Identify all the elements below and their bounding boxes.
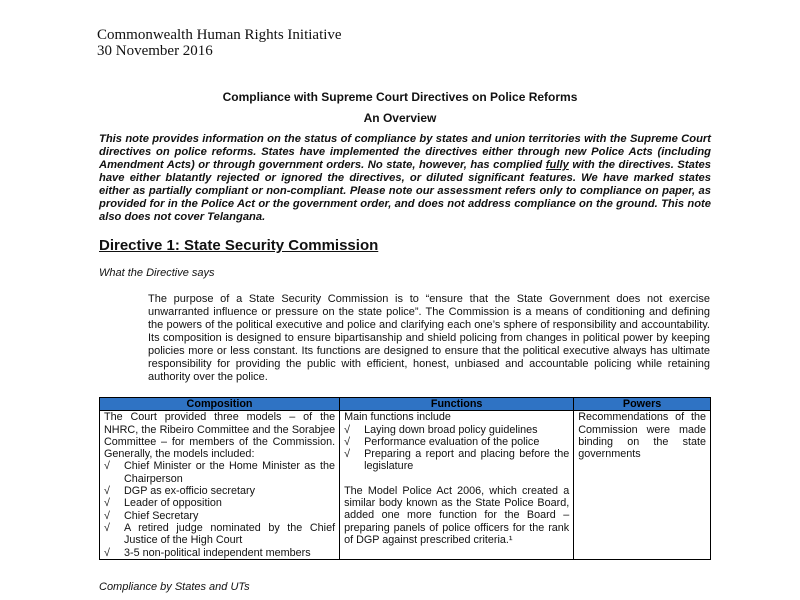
list-item-text: A retired judge nominated by the Chief Justice of the High Court: [124, 521, 336, 547]
list-item-text: 3-5 non-political independent members: [124, 546, 311, 559]
check-icon: √: [104, 521, 110, 534]
intro-paragraph: [99, 133, 711, 224]
list-item: [344, 436, 569, 448]
section-label: What the Directive says: [99, 267, 215, 279]
functions-intro: Main functions include: [344, 411, 451, 424]
check-icon: √: [104, 497, 110, 510]
list-item: [344, 448, 569, 473]
composition-intro: The Court provided three models – of the NHRC, the Ribeiro Committee and the Sorabjee Committee – for members of the Commission. Generally, the models included:: [104, 411, 336, 461]
check-icon: √: [104, 546, 110, 559]
list-item: [104, 522, 335, 547]
powers-text: Recommendations of the Commission were made binding on the state governments: [578, 411, 706, 461]
list-item-text: Performance evaluation of the police: [364, 435, 540, 448]
check-icon: √: [104, 509, 110, 522]
list-item: [104, 510, 335, 522]
table-header-row: [100, 398, 711, 411]
check-icon: √: [344, 423, 351, 436]
organization-name: Commonwealth Human Rights Initiative: [97, 27, 342, 43]
directive-heading: Directive 1: State Security Commission: [99, 237, 379, 254]
list-item-text: Chief Minister or the Home Minister as the Chairperson: [124, 460, 336, 485]
purpose-paragraph: The purpose of a State Security Commission is to “ensure that the State Government does not exercise unwarranted influence or pressure on the state police”. The Commission is a means of conditioning and defining the powers of the political executive and police and clarifying each one’s sphere of responsibility and accountability. Its composition is designed to ensure bipartisanship and shield policing from changes in political power by keeping policies more or less constant. Its functions are designed to ensure that the political executive always has ultimate responsibility for providing the public with efficient, honest, unbiased and accountable policing while retaining authority over the police.: [148, 293, 710, 383]
header-powers: Powers: [574, 398, 711, 411]
header-functions: Functions: [340, 398, 574, 411]
list-item-text: Chief Secretary: [124, 509, 199, 522]
directive-table: [99, 397, 711, 560]
check-icon: √: [344, 448, 351, 461]
list-item: [104, 485, 335, 497]
list-item-text: DGP as ex-officio secretary: [124, 485, 256, 498]
composition-list: [104, 460, 335, 558]
document-title: Compliance with Supreme Court Directives on Police Reforms: [222, 90, 578, 104]
functions-list: [344, 424, 569, 473]
check-icon: √: [104, 460, 110, 473]
check-icon: √: [104, 485, 110, 498]
powers-cell: [574, 411, 711, 560]
functions-cell: [340, 411, 574, 560]
compliance-heading: Compliance by States and UTs: [99, 581, 250, 593]
intro-text-end: with the directives. States have either blatantly rejected or ignored the directives, or diluted significant features. We have marked states either as partially compliant or non-compliant. Please note our assessment refers only to compliance on paper, as provided for in the Police Act or the government order, and does not address compliance on the ground. This note also does not cover Telangana.: [99, 159, 711, 223]
list-item-text: Laying down broad policy guidelines: [364, 423, 538, 436]
functions-note: The Model Police Act 2006, which created a similar body known as the State Police Board, added one more function for the Board – preparing panels of police officers for the rank of DGP against prescribed criteria.¹: [344, 484, 570, 546]
intro-text-start: This note provides information on the status of compliance by states and union territories with the Supreme Court directives on police reforms. States have implemented the directives either through new Police Acts (including Amendment Acts) or through government orders. No state, however, has complied: [99, 133, 711, 171]
header-composition: Composition: [100, 398, 340, 411]
composition-cell: [100, 411, 340, 560]
list-item-text: Leader of opposition: [124, 497, 222, 510]
intro-emphasis: fully: [545, 159, 569, 171]
check-icon: √: [344, 435, 351, 448]
document-subtitle: An Overview: [363, 111, 437, 125]
list-item: [104, 460, 335, 485]
table-row: [100, 411, 711, 560]
list-item: [344, 424, 569, 436]
list-item-text: Preparing a report and placing before the legislature: [364, 448, 570, 473]
document-date: 30 November 2016: [97, 43, 213, 59]
list-item: [104, 547, 335, 559]
list-item: [104, 497, 335, 509]
